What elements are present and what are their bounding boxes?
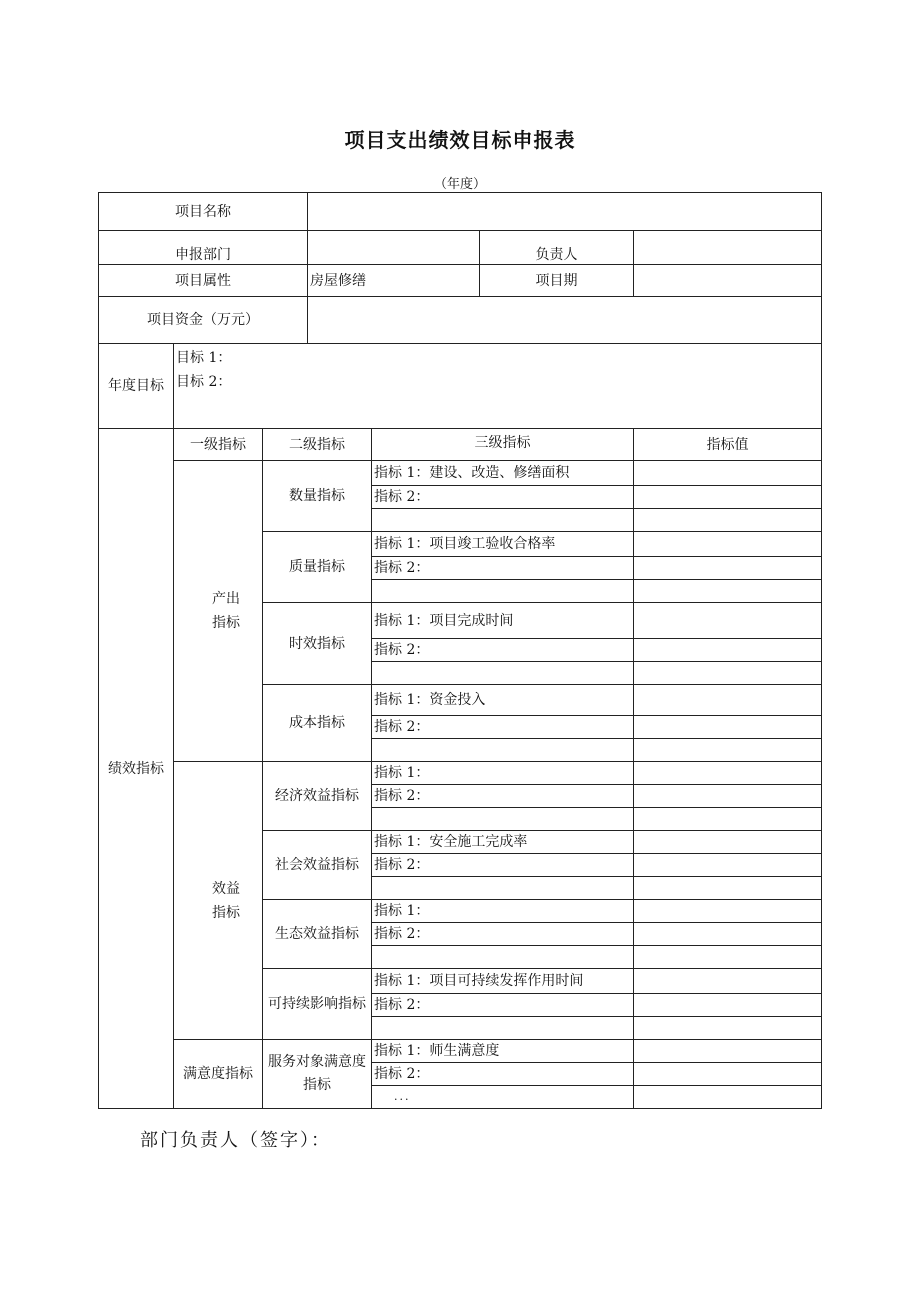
quality-value-1[interactable] [634,532,822,557]
cost-indicator-label: 成本指标 [263,685,372,762]
annual-goal-field[interactable] [174,344,822,429]
header-level1: 一级指标 [174,429,263,461]
economic-indicator-label: 经济效益指标 [263,762,372,831]
sustainability-value-2[interactable] [634,994,822,1017]
quantity-value-1[interactable] [634,461,822,486]
goal-2: 目标 2： [176,374,232,390]
ecological-value-3[interactable] [634,946,822,969]
quality-indicator-3[interactable] [372,580,634,603]
ecological-value-2[interactable] [634,923,822,946]
quality-indicator-label: 质量指标 [263,532,372,603]
economic-indicator-2[interactable]: 指标 2： [372,785,634,808]
sustainability-indicator-2[interactable]: 指标 2： [372,994,634,1017]
social-indicator-2[interactable]: 指标 2： [372,854,634,877]
quantity-value-3[interactable] [634,509,822,532]
owner-label: 负责人 [480,231,634,265]
timeliness-value-3[interactable] [634,662,822,685]
signature-line: 部门负责人（签字）： [140,1130,331,1151]
more-indicators-ellipsis: ... [372,1086,634,1109]
quantity-indicator-2[interactable]: 指标 2： [372,486,634,509]
service-satisfaction-label: 服务对象满意度指标 [263,1040,372,1109]
social-value-1[interactable] [634,831,822,854]
header-level3: 三级指标 [372,429,634,461]
owner-field[interactable] [634,231,822,265]
attr-label: 项目属性 [99,265,308,297]
economic-value-1[interactable] [634,762,822,785]
quality-indicator-2[interactable]: 指标 2： [372,557,634,580]
quality-value-2[interactable] [634,557,822,580]
attr-field[interactable]: 房屋修缮 [308,265,480,297]
timeliness-indicator-label: 时效指标 [263,603,372,685]
social-value-3[interactable] [634,877,822,900]
header-value: 指标值 [634,429,822,461]
fund-label: 项目资金（万元） [99,297,308,344]
quantity-indicator-label: 数量指标 [263,461,372,532]
benefit-indicators-label: 效益指标 [174,762,263,1040]
economic-indicator-1[interactable]: 指标 1： [372,762,634,785]
period-label: 项目期 [480,265,634,297]
cost-value-3[interactable] [634,739,822,762]
ecological-indicator-2[interactable]: 指标 2： [372,923,634,946]
social-indicator-1[interactable]: 指标 1：安全施工完成率 [372,831,634,854]
satisfaction-indicator-1[interactable]: 指标 1：师生满意度 [372,1040,634,1063]
economic-value-3[interactable] [634,808,822,831]
ecological-indicator-label: 生态效益指标 [263,900,372,969]
performance-form-table [98,192,822,1109]
satisfaction-indicators-label: 满意度指标 [174,1040,263,1109]
timeliness-indicator-3[interactable] [372,662,634,685]
project-name-label: 项目名称 [99,193,308,231]
satisfaction-value-1[interactable] [634,1040,822,1063]
quantity-indicator-3[interactable] [372,509,634,532]
ecological-indicator-3[interactable] [372,946,634,969]
project-name-field[interactable] [308,193,822,231]
social-value-2[interactable] [634,854,822,877]
economic-indicator-3[interactable] [372,808,634,831]
dept-label: 申报部门 [99,231,308,265]
timeliness-value-2[interactable] [634,639,822,662]
goal-1: 目标 1： [176,350,232,366]
cost-indicator-1[interactable]: 指标 1：资金投入 [372,685,634,716]
quality-value-3[interactable] [634,580,822,603]
period-field[interactable] [634,265,822,297]
quantity-indicator-1[interactable]: 指标 1：建设、改造、修缮面积 [372,461,634,486]
annual-goal-label: 年度目标 [99,344,174,429]
satisfaction-value-2[interactable] [634,1063,822,1086]
dept-field[interactable] [308,231,480,265]
sustainability-indicator-label: 可持续影响指标 [263,969,372,1040]
quality-indicator-1[interactable]: 指标 1：项目竣工验收合格率 [372,532,634,557]
satisfaction-indicator-2[interactable]: 指标 2： [372,1063,634,1086]
cost-value-2[interactable] [634,716,822,739]
header-level2: 二级指标 [263,429,372,461]
output-indicators-label: 产出指标 [174,461,263,762]
sustainability-value-3[interactable] [634,1017,822,1040]
social-indicator-3[interactable] [372,877,634,900]
timeliness-indicator-2[interactable]: 指标 2： [372,639,634,662]
cost-indicator-2[interactable]: 指标 2： [372,716,634,739]
timeliness-value-1[interactable] [634,603,822,639]
economic-value-2[interactable] [634,785,822,808]
ecological-indicator-1[interactable]: 指标 1： [372,900,634,923]
timeliness-indicator-1[interactable]: 指标 1：项目完成时间 [372,603,634,639]
fund-field[interactable] [308,297,822,344]
page-title: 项目支出绩效目标申报表 [344,128,576,152]
sustainability-indicator-1[interactable]: 指标 1：项目可持续发挥作用时间 [372,969,634,994]
cost-indicator-3[interactable] [372,739,634,762]
quantity-value-2[interactable] [634,486,822,509]
social-indicator-label: 社会效益指标 [263,831,372,900]
year-subtitle: （年度） [433,177,486,192]
sustainability-indicator-3[interactable] [372,1017,634,1040]
cost-value-1[interactable] [634,685,822,716]
satisfaction-value-3[interactable] [634,1086,822,1109]
performance-indicators-label: 绩效指标 [99,429,174,1109]
ecological-value-1[interactable] [634,900,822,923]
sustainability-value-1[interactable] [634,969,822,994]
